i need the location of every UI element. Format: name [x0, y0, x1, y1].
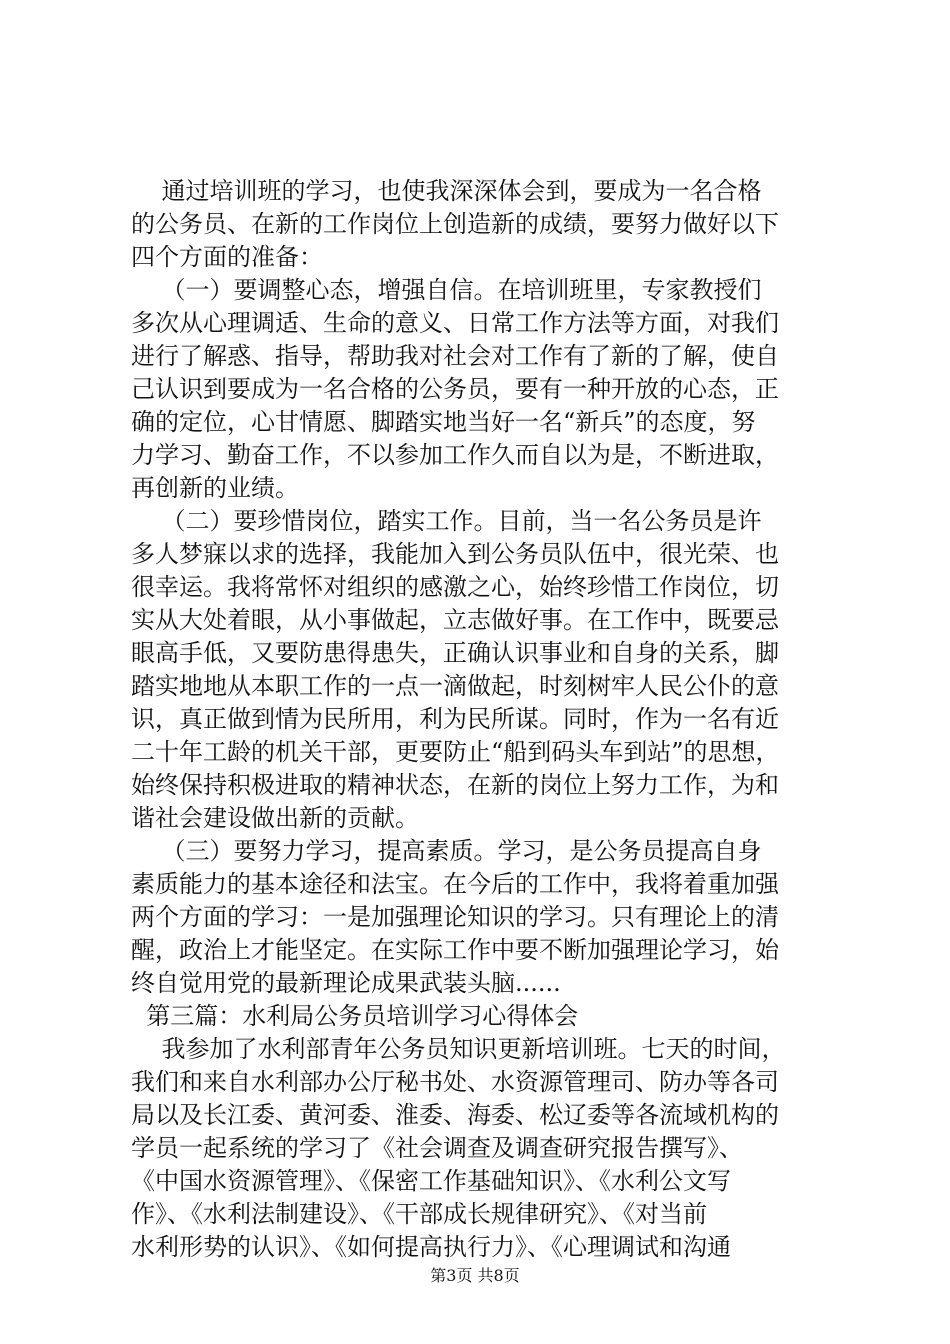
text-line: 己认识到要成为一名合格的公务员，要有一种开放的心态，正 — [131, 375, 779, 403]
document-body — [131, 175, 831, 1264]
text-line: 二十年工龄的机关干部，更要防止“船到码头车到站”的思想， — [131, 738, 780, 766]
text-line: 眼高手低，又要防患得患失，正确认识事业和自身的关系，脚 — [131, 639, 779, 667]
text-line: 局以及长江委、黄河委、淮委、海委、松辽委等各流域机构的 — [131, 1101, 779, 1129]
text-line: 终自觉用党的最新理论成果武装头脑...... — [131, 969, 561, 997]
text-line: 通过培训班的学习，也使我深深体会到，要成为一名合格 — [131, 177, 762, 205]
text-line: 《中国水资源管理》、《保密工作基础知识》、《水利公文写 — [131, 1167, 731, 1195]
page-number-footer: 第3页 共8页 — [430, 1266, 520, 1285]
text-line: 醒，政治上才能坚定。在实际工作中要不断加强理论学习，始 — [131, 936, 779, 964]
text-line: 踏实地地从本职工作的一点一滴做起，时刻树牢人民公仆的意 — [131, 672, 779, 700]
text-line: 确的定位，心甘情愿、脚踏实地当好一名“新兵”的态度，努 — [131, 408, 756, 436]
text-line: 多人梦寐以求的选择，我能加入到公务员队伍中，很光荣、也 — [131, 540, 779, 568]
text-line: 始终保持积极进取的精神状态，在新的岗位上努力工作，为和 — [131, 771, 779, 799]
text-line: 我参加了水利部青年公务员知识更新培训班。七天的时间， — [131, 1035, 786, 1063]
text-line: 再创新的业绩。 — [131, 474, 299, 502]
text-line: 两个方面的学习：一是加强理论知识的学习。只有理论上的清 — [131, 903, 779, 931]
text-line: 进行了解惑、指导，帮助我对社会对工作有了新的了解，使自 — [131, 342, 779, 370]
text-line: （三）要努力学习，提高素质。学习，是公务员提高自身 — [131, 837, 762, 865]
text-line: 作》、《水利法制建设》、《干部成长规律研究》、《对当前 — [131, 1200, 707, 1228]
text-line: （一）要调整心态，增强自信。在培训班里，专家教授们 — [131, 276, 762, 304]
text-line: 四个方面的准备： — [131, 243, 323, 271]
text-line: 识，真正做到情为民所用，利为民所谋。同时，作为一名有近 — [131, 705, 779, 733]
text-line: 素质能力的基本途径和法宝。在今后的工作中，我将着重加强 — [131, 870, 779, 898]
text-line: 实从大处着眼，从小事做起，立志做好事。在工作中，既要忌 — [131, 606, 779, 634]
section-heading: 第三篇：水利局公务员培训学习心得体会 — [131, 1002, 579, 1030]
text-line: 水利形势的认识》、《如何提高执行力》、《心理调试和沟通 — [131, 1233, 731, 1261]
text-line: 学员一起系统的学习了《社会调查及调查研究报告撰写》、 — [131, 1134, 743, 1162]
text-line: 我们和来自水利部办公厅秘书处、水资源管理司、防办等各司 — [131, 1068, 779, 1096]
text-line: （二）要珍惜岗位，踏实工作。目前，当一名公务员是许 — [131, 507, 762, 535]
text-line: 很幸运。我将常怀对组织的感激之心，始终珍惜工作岗位，切 — [131, 573, 779, 601]
text-line: 多次从心理调适、生命的意义、日常工作方法等方面，对我们 — [131, 309, 779, 337]
text-line: 的公务员、在新的工作岗位上创造新的成绩，要努力做好以下 — [131, 210, 779, 238]
text-line: 力学习、勤奋工作，不以参加工作久而自以为是，不断进取， — [131, 441, 779, 469]
text-line: 谐社会建设做出新的贡献。 — [131, 804, 419, 832]
